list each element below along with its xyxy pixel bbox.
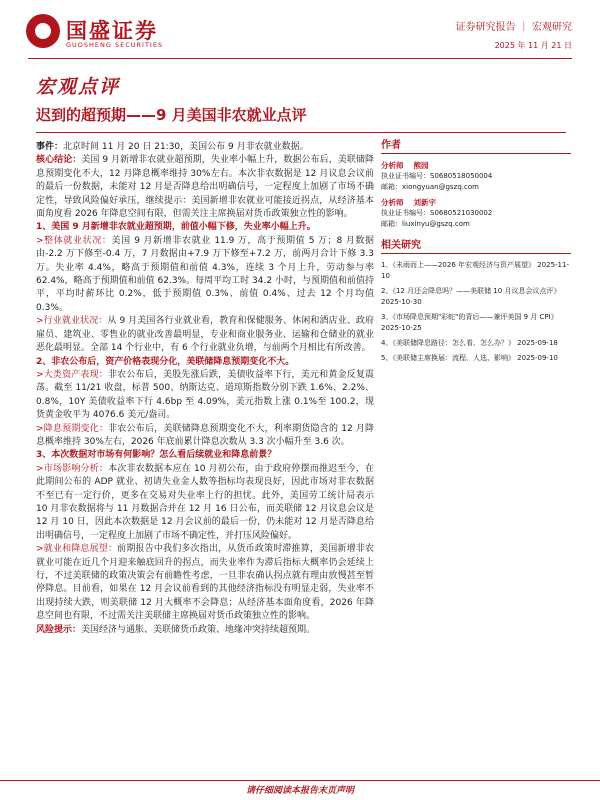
s3-p1-text: 本次非农数据本应在 10 月初公布，由于政府停摆而推迟至今，在此期间公布的 ADP 就业、初请失业金人数等指标均表现良好，因此市场对非农数据不至已有一定行价，更多在交易对失业率上行的担忧。此外，美国劳工统计局表示 10 月非农数据将与 11 月数据合并在 12 月 16 日公布，而美联储 12 月议息会议是 12 月 10 日，因此本次数据是 12 月会议前的最后一份，仍未能对 12 月是否降息给出明确信号，一定程度上加剧了市场不确定性，并打压风险偏好。	[36, 463, 374, 541]
section-3-heading: 3、本次数据对市场有何影响？怎么看后续就业和降息前景？	[36, 450, 277, 461]
related-item-5[interactable]: 5、《美联储主席换届：流程、人选、影响》 2025-09-10	[381, 354, 558, 362]
s1-p2-text: 从 9 月美国各行业就业看，教育和保健服务、休闲和酒店业、政府雇员、建筑业、零售业的就业改善最明显，专业和商业服务业、运输和仓储业的就业恶化最明显。全部 14 个行业中，有 6 个行业就业负增，与前两个月相比有所改善。	[36, 316, 374, 354]
s1-paragraph-1	[36, 235, 374, 315]
footer-notice: 请仔细阅读本报告末页声明	[245, 786, 354, 796]
s2-paragraph-1	[36, 369, 374, 423]
s1-paragraph-2	[36, 315, 374, 355]
section-2-heading: 2、非农公布后，资产价格表现分化，美联储降息预期变化不大。	[36, 356, 295, 367]
s2-p2-text: 非农公布后，美联储降息预期变化不大，利率期货隐含的 12 月降息概率维持 30%左右，2026 年底前累计降息次数从 3.3 次小幅升至 3.6 次。	[36, 423, 374, 447]
risk-text: 美国经济与通胀、美联储货币政策、地缘冲突持续超预期。	[81, 624, 316, 635]
author-1-role: 分析师	[381, 161, 404, 170]
s3-p1-label: >市场影响分析：	[36, 463, 109, 474]
s2-paragraph-2	[36, 423, 374, 450]
event-text: 北京时间 11 月 20 日 21:30，美国公布 9 月非农就业数据。	[63, 142, 309, 152]
s1-p1-text: 美国 9 月新增非农就业 11.9 万，高于预期值 5 万；8 月数据由-2.2 万下修至-0.4 万，7 月数据由+7.9 万下修至+7.2 万，前两月合计下修 3.3 万。失业率 4.4%，略高于预期值和前值 4.3%，连续 3 个月上升，劳动参与率 62.4%，略高于预期值和前值 62.3%。每周平均工时 34.2 小时，与预期值和前值持平，平均时薪环比 0.2%，低于预期值 0.3%、前值 0.4%、过去 12 个月均值 0.3%。	[36, 235, 374, 313]
author-1-header	[381, 160, 571, 171]
risk-paragraph	[36, 624, 374, 637]
author-1-email[interactable]: 邮箱：xiongyuan@gszq.com	[381, 183, 479, 191]
author-2-email[interactable]: 邮箱：liuxinyu@gszq.com	[381, 220, 470, 228]
related-item-4[interactable]: 4、《美联储降息路径：怎么看、怎么办？》 2025-09-18	[381, 339, 558, 347]
event-label: 事件：	[36, 142, 64, 152]
author-1-cert: 执业证书编号：S0680518050004	[381, 172, 493, 180]
risk-label: 风险提示：	[36, 624, 82, 635]
header-divider	[28, 58, 572, 59]
related-item-2[interactable]: 2、《12 月还会降息吗？——美联储 10 月议息会议点评》 2025-10-30	[381, 287, 561, 306]
core-text: 美国 9 月新增非农就业超预期，失业率小幅上升，数据公布后，美联储降息预期变化不大，12 月降息概率维持 30%左右。本次非农数据是 12 月议息会议前的最后一份数据，未能对 12 月是否降息给出明确信号，一定程度上加剧了市场不确定性，导致风险偏好承压，继续提示：美国新增非农就业可能接近拐点，从经济基本面角度看 2026 年降息空间有限，但需关注主席换届对货币政策独立性的影响。	[36, 155, 374, 220]
s2-p1-text: 非农公布后，美股先涨后跌，美债收益率下行，美元和黄金反复震荡。截至 11/21 收盘，标普 500、纳斯达克、道琼斯指数分别下跌 1.6%、2.2%、0.8%，10Y 美债收益率下行 4.6bp 至 4.09%，美元指数上涨 0.1%至 100.2，现货黄金收平为 4076.6 美元/盎司。	[36, 369, 374, 421]
s2-p2-label: >降息预期变化：	[36, 423, 109, 434]
main-body	[36, 141, 374, 637]
report-type: 证券研究报告 ｜ 宏观研究	[455, 22, 572, 33]
s3-p2-label: >就业和降息展望：	[36, 544, 118, 555]
author-2-role: 分析师	[381, 198, 404, 207]
report-date: 2025 年 11 月 21 日	[494, 41, 572, 50]
author-2	[381, 197, 571, 230]
report-category: 宏观点评	[36, 76, 121, 98]
s2-p1-label: >大类资产表现：	[36, 369, 108, 380]
s3-p2-text: 前期报告中我们多次指出，从货币政策时滞推算，美国新增非农就业可能在近几个月迎来触底回升的拐点，而失业率作为滞后指标大概率仍会延续上行，不过美联储的政策决策会有前瞻性考虑，一旦非农确认拐点就有理由放慢甚至暂停降息。目前看，如果在 12 月会议前看到的其他经济指标没有明显走弱，失业率不出现持续大跌，则美联储 12 月大概率不会降息；从经济基本面角度看，2026 年降息空间也有限，不过需关注美联储主席换届对货币政策独立性的影响。	[36, 544, 374, 622]
related-item-3[interactable]: 3、《市场降息预期"彩蛇"的背后——兼评美国 9 月 CPI》 2025-10-25	[381, 313, 558, 332]
author-2-header	[381, 197, 571, 208]
author-1	[381, 160, 571, 193]
author-2-cert: 执业证书编号：S0680521030002	[381, 209, 493, 217]
s1-p2-label: >行业就业状况：	[36, 316, 108, 327]
report-title: 迟到的超预期——9 月美国非农就业点评	[36, 106, 307, 124]
logo-english: GUOSHENG SECURITIES	[66, 41, 164, 49]
report-header	[0, 0, 600, 60]
s3-paragraph-2	[36, 543, 374, 623]
authors-heading: 作者	[381, 140, 571, 154]
footer-divider	[0, 780, 600, 781]
company-logo	[26, 14, 176, 50]
event-paragraph	[36, 141, 374, 154]
s1-p1-label: >整体就业状况：	[36, 235, 112, 246]
core-paragraph	[36, 154, 374, 221]
logo-mark-icon	[26, 14, 60, 48]
author-1-name: 熊园	[413, 161, 429, 170]
section-1-heading: 1、美国 9 月新增非农就业超预期，前值小幅下修，失业率小幅上升。	[36, 222, 316, 233]
title-divider	[36, 132, 566, 133]
sidebar	[381, 140, 571, 368]
core-label: 核心结论：	[36, 155, 82, 166]
s3-paragraph-1	[36, 463, 374, 543]
related-item-1[interactable]: 1、《未雨而上——2026 年宏观经济与资产展望》 2025-11-10	[381, 261, 569, 280]
logo-chinese: 国盛证券	[66, 19, 158, 43]
author-2-name: 刘新宇	[413, 198, 436, 207]
related-heading: 相关研究	[381, 240, 571, 254]
